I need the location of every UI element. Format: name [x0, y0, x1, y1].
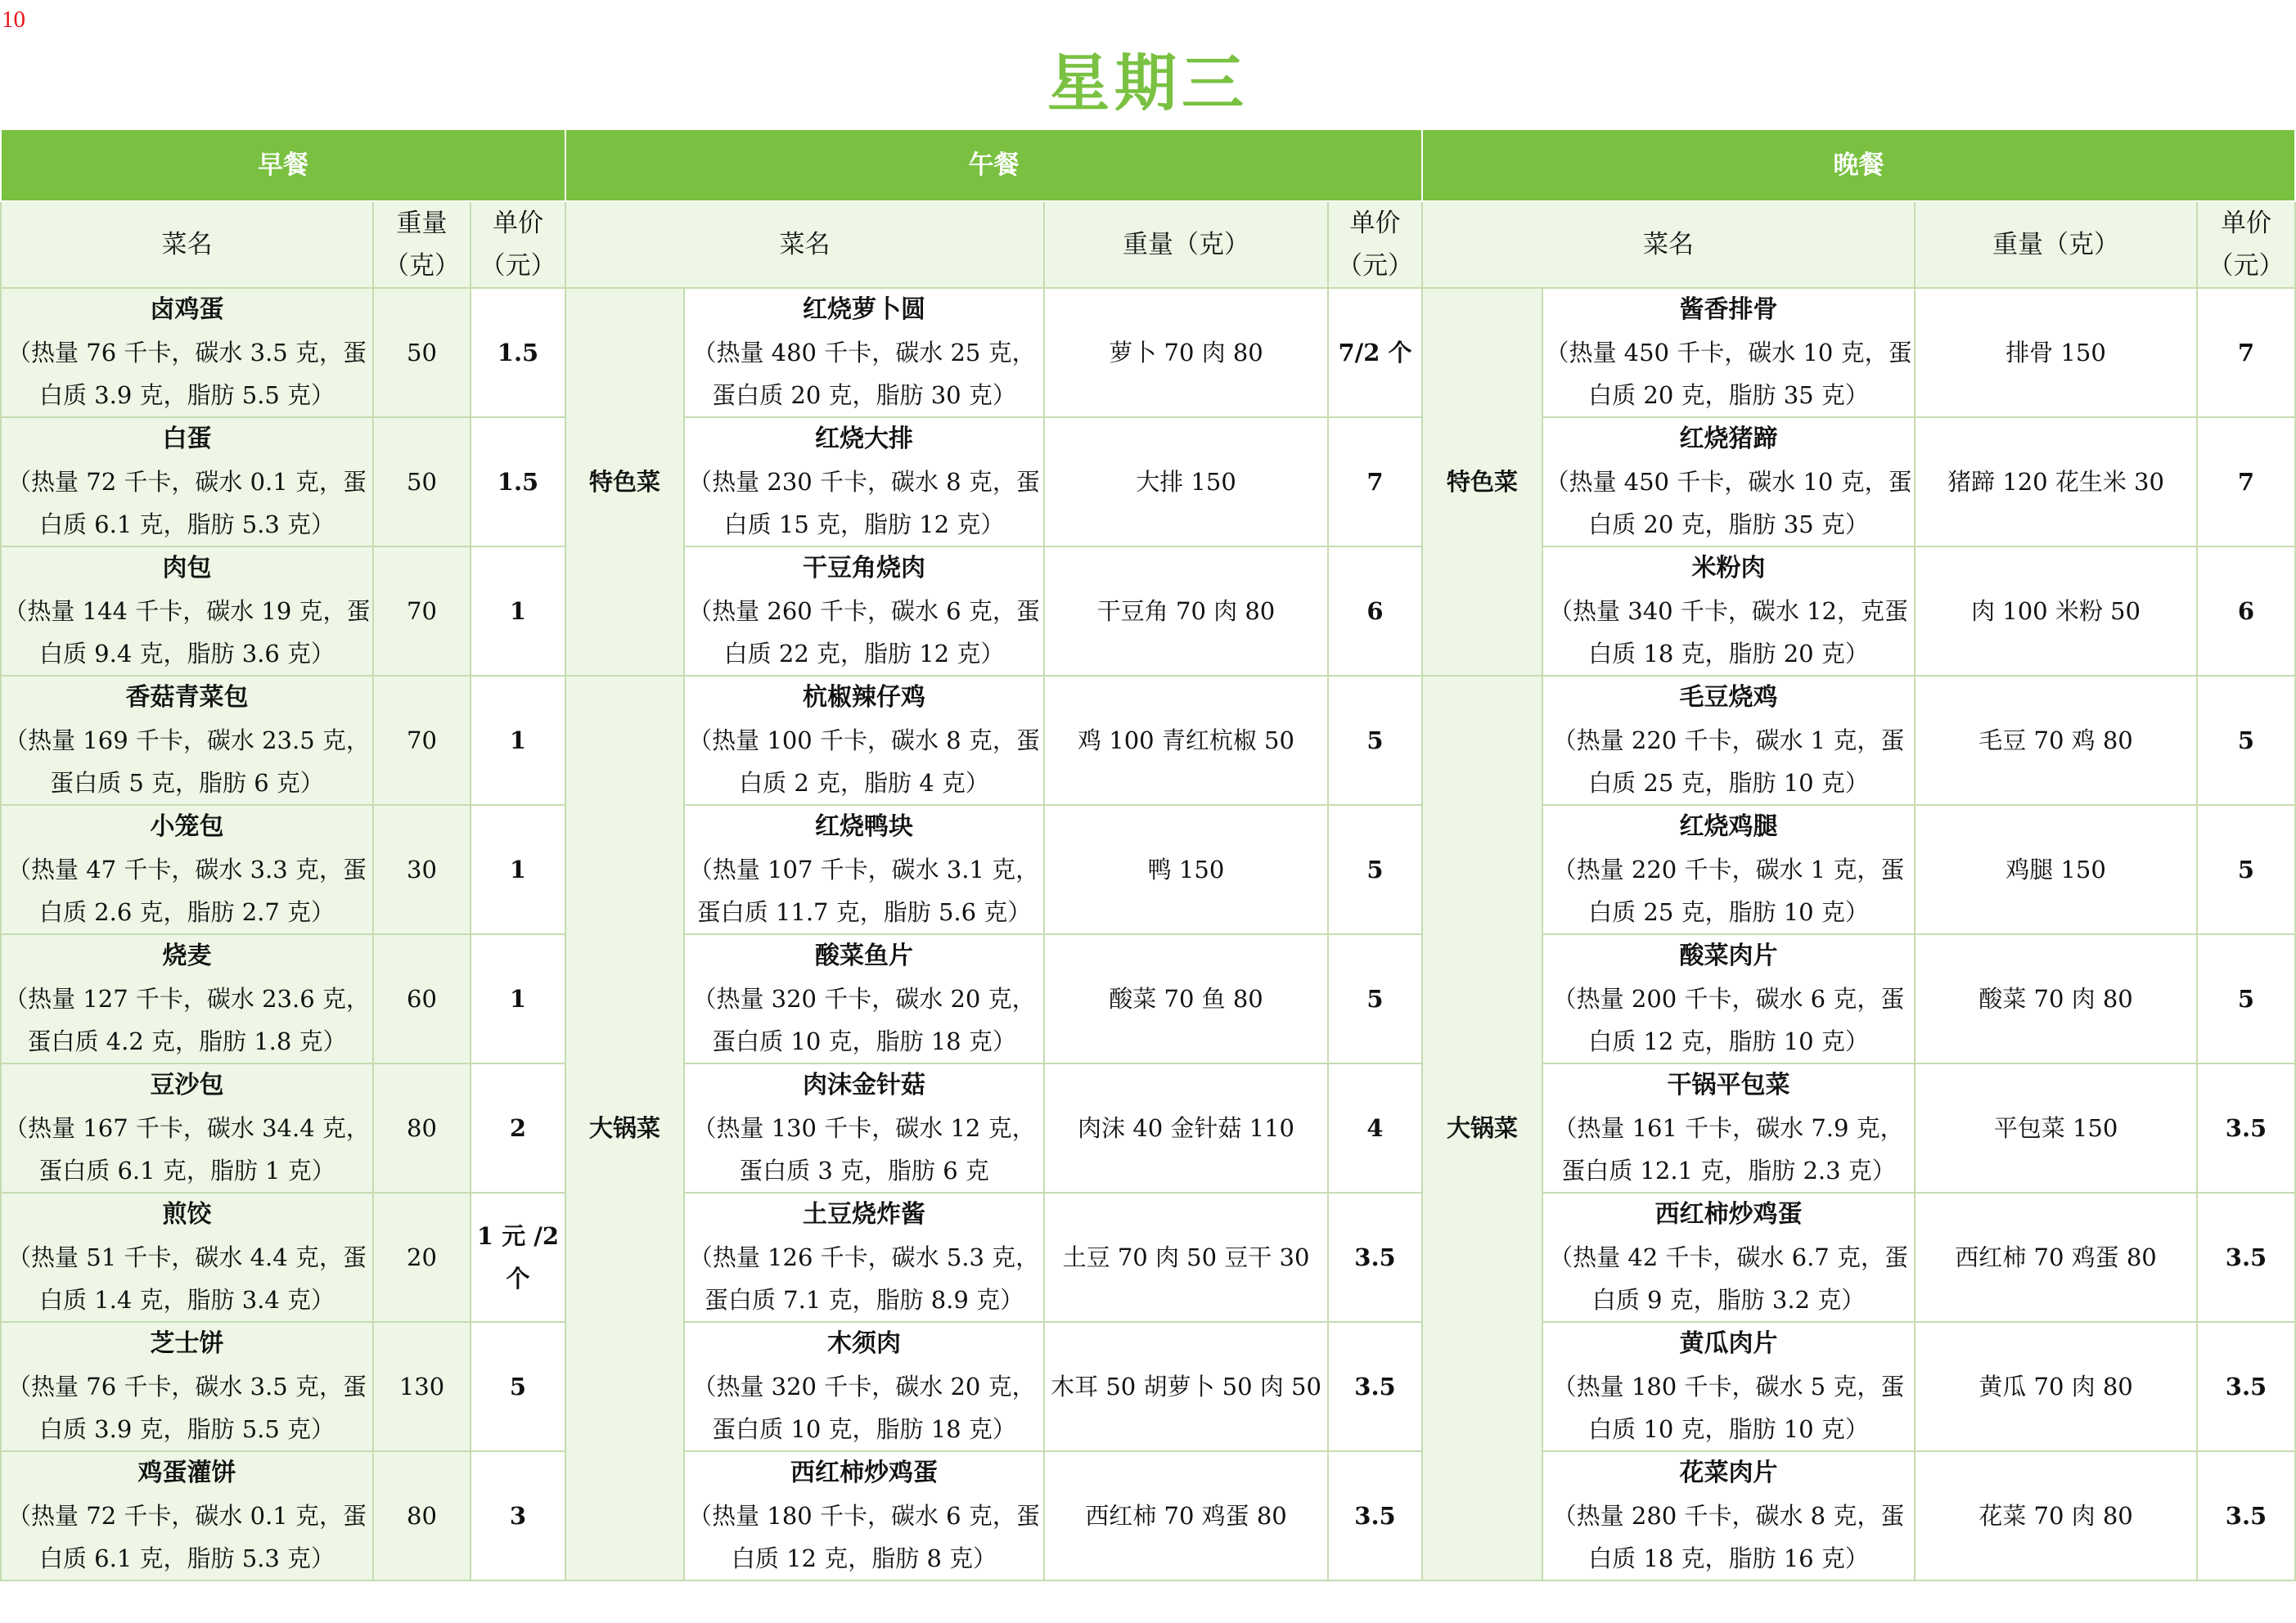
dish-name: 豆沙包 [150, 1071, 224, 1099]
breakfast-dish [1, 1322, 373, 1451]
dish-name: 煎饺 [162, 1200, 212, 1229]
meal-header-row [1, 129, 2295, 201]
dinner-category-special: 特色菜 [1422, 288, 1542, 676]
dish-name: 肉沫金针菇 [803, 1071, 926, 1099]
lunch-price: 3.5 [1328, 1322, 1422, 1451]
dinner-price: 7 [2197, 288, 2295, 417]
dinner-price: 6 [2197, 546, 2295, 676]
lunch-price: 4 [1328, 1063, 1422, 1193]
dish-name: 干锅平包菜 [1667, 1071, 1790, 1099]
dinner-price: 7 [2197, 417, 2295, 546]
lunch-weight-header: 重量（克） [1044, 201, 1328, 288]
dish-name: 红烧鸡腿 [1679, 812, 1778, 841]
breakfast-price: 3 [470, 1451, 565, 1580]
breakfast-price: 1.5 [470, 288, 565, 417]
dish-nutrition: （热量 42 千卡，碳水 6.7 克，蛋白质 9 克，脂肪 3.2 克） [1549, 1243, 1908, 1314]
lunch-price: 3.5 [1328, 1451, 1422, 1580]
dish-name: 红烧鸭块 [815, 812, 914, 841]
menu-table [0, 128, 2296, 1581]
breakfast-price: 1 元 /2 个 [470, 1193, 565, 1322]
dish-nutrition: （热量 180 千卡，碳水 6 克，蛋白质 12 克，脂肪 8 克） [688, 1502, 1040, 1572]
dish-nutrition: （热量 130 千卡，碳水 12 克，蛋白质 3 克，脂肪 6 克 [692, 1114, 1036, 1185]
dish-nutrition: （热量 450 千卡，碳水 10 克，蛋白质 20 克，脂肪 35 克） [1545, 339, 1912, 409]
dinner-weight: 黄瓜 70 肉 80 [1915, 1322, 2197, 1451]
dish-name: 酸菜肉片 [1679, 942, 1778, 970]
lunch-price: 3.5 [1328, 1193, 1422, 1322]
dinner-price: 5 [2197, 934, 2295, 1063]
dish-nutrition: （热量 220 千卡，碳水 1 克，蛋白质 25 克，脂肪 10 克） [1552, 726, 1905, 797]
breakfast-dish [1, 1063, 373, 1193]
menu-row [1, 546, 2295, 676]
dish-name: 小笼包 [150, 812, 224, 841]
dish-nutrition: （热量 480 千卡，碳水 25 克，蛋白质 20 克，脂肪 30 克） [692, 339, 1036, 409]
breakfast-weight: 80 [373, 1451, 470, 1580]
lunch-name-header: 菜名 [565, 201, 1044, 288]
dish-name: 芝士饼 [150, 1329, 224, 1358]
menu-row [1, 417, 2295, 546]
menu-row [1, 676, 2295, 805]
dinner-dish [1542, 676, 1915, 805]
breakfast-weight: 20 [373, 1193, 470, 1322]
dish-nutrition: （热量 72 千卡，碳水 0.1 克，蛋白质 6.1 克，脂肪 5.3 克） [7, 1502, 367, 1572]
breakfast-price: 1 [470, 676, 565, 805]
lunch-price: 5 [1328, 676, 1422, 805]
dish-nutrition: （热量 200 千卡，碳水 6 克，蛋白质 12 克，脂肪 10 克） [1552, 985, 1905, 1055]
dish-nutrition: （热量 51 千卡，碳水 4.4 克，蛋白质 1.4 克，脂肪 3.4 克） [7, 1243, 367, 1314]
dish-nutrition: （热量 320 千卡，碳水 20 克，蛋白质 10 克，脂肪 18 克） [692, 985, 1036, 1055]
menu-row [1, 1322, 2295, 1451]
menu-row [1, 805, 2295, 934]
dinner-weight: 肉 100 米粉 50 [1915, 546, 2197, 676]
dinner-category-pot: 大锅菜 [1422, 676, 1542, 1580]
dish-nutrition: （热量 100 千卡，碳水 8 克，蛋白质 2 克，脂肪 4 克） [688, 726, 1040, 797]
breakfast-price: 2 [470, 1063, 565, 1193]
dish-nutrition: （热量 450 千卡，碳水 10 克，蛋白质 20 克，脂肪 35 克） [1545, 468, 1912, 538]
lunch-price: 6 [1328, 546, 1422, 676]
lunch-weight: 西红柿 70 鸡蛋 80 [1044, 1451, 1328, 1580]
dish-nutrition: （热量 180 千卡，碳水 5 克，蛋白质 10 克，脂肪 10 克） [1552, 1373, 1905, 1443]
dish-nutrition: （热量 107 千卡，碳水 3.1 克，蛋白质 11.7 克，脂肪 5.6 克） [688, 856, 1040, 926]
page-title: 星期三 [1047, 47, 1249, 119]
breakfast-weight: 130 [373, 1322, 470, 1451]
lunch-weight: 大排 150 [1044, 417, 1328, 546]
dish-name: 红烧萝卜圆 [803, 295, 926, 324]
lunch-category-special: 特色菜 [565, 288, 684, 676]
lunch-weight: 酸菜 70 鱼 80 [1044, 934, 1328, 1063]
dish-name: 酸菜鱼片 [815, 942, 914, 970]
dish-nutrition: （热量 72 千卡，碳水 0.1 克，蛋白质 6.1 克，脂肪 5.3 克） [7, 468, 367, 538]
dinner-price: 3.5 [2197, 1193, 2295, 1322]
dish-nutrition: （热量 230 千卡，碳水 8 克，蛋白质 15 克，脂肪 12 克） [688, 468, 1040, 538]
breakfast-dish [1, 676, 373, 805]
breakfast-dish [1, 546, 373, 676]
dinner-price: 3.5 [2197, 1451, 2295, 1580]
breakfast-name-header: 菜名 [1, 201, 373, 288]
lunch-weight: 土豆 70 肉 50 豆干 30 [1044, 1193, 1328, 1322]
breakfast-dish [1, 1193, 373, 1322]
dish-name: 鸡蛋灌饼 [137, 1459, 236, 1487]
dinner-weight: 西红柿 70 鸡蛋 80 [1915, 1193, 2197, 1322]
breakfast-dish [1, 934, 373, 1063]
breakfast-dish [1, 288, 373, 417]
dish-name: 烧麦 [162, 942, 212, 970]
dinner-dish [1542, 934, 1915, 1063]
dinner-dish [1542, 417, 1915, 546]
dish-name: 土豆烧炸酱 [803, 1200, 926, 1229]
breakfast-price: 1 [470, 934, 565, 1063]
menu-row [1, 288, 2295, 417]
dish-name: 香菇青菜包 [125, 683, 249, 712]
dinner-header: 晚餐 [1422, 129, 2295, 201]
dish-name: 木须肉 [827, 1329, 902, 1358]
lunch-dish [684, 546, 1044, 676]
dinner-price-header: 单价（元） [2197, 201, 2295, 288]
dinner-weight: 毛豆 70 鸡 80 [1915, 676, 2197, 805]
lunch-header: 午餐 [565, 129, 1422, 201]
dish-name: 红烧大排 [815, 425, 914, 453]
lunch-dish [684, 1193, 1044, 1322]
dinner-dish [1542, 1451, 1915, 1580]
dinner-dish [1542, 546, 1915, 676]
menu-row [1, 1193, 2295, 1322]
dinner-dish [1542, 1322, 1915, 1451]
dish-name: 黄瓜肉片 [1679, 1329, 1778, 1358]
dinner-price: 5 [2197, 805, 2295, 934]
dinner-weight-header: 重量（克） [1915, 201, 2197, 288]
dinner-dish [1542, 288, 1915, 417]
lunch-weight: 萝卜 70 肉 80 [1044, 288, 1328, 417]
dinner-name-header: 菜名 [1422, 201, 1915, 288]
breakfast-price: 1 [470, 546, 565, 676]
dish-nutrition: （热量 280 千卡，碳水 8 克，蛋白质 18 克，脂肪 16 克） [1552, 1502, 1905, 1572]
lunch-weight: 木耳 50 胡萝卜 50 肉 50 [1044, 1322, 1328, 1451]
dinner-price: 5 [2197, 676, 2295, 805]
dish-nutrition: （热量 76 千卡，碳水 3.5 克，蛋白质 3.9 克，脂肪 5.5 克） [7, 1373, 367, 1443]
dish-name: 白蛋 [162, 425, 212, 453]
breakfast-dish [1, 1451, 373, 1580]
lunch-price-header: 单价（元） [1328, 201, 1422, 288]
dish-name: 肉包 [162, 554, 212, 582]
breakfast-weight: 30 [373, 805, 470, 934]
lunch-price: 7 [1328, 417, 1422, 546]
breakfast-weight: 70 [373, 546, 470, 676]
dinner-weight: 平包菜 150 [1915, 1063, 2197, 1193]
dish-name: 杭椒辣仔鸡 [803, 683, 926, 712]
dinner-price: 3.5 [2197, 1063, 2295, 1193]
dish-name: 红烧猪蹄 [1679, 425, 1778, 453]
dish-nutrition: （热量 220 千卡，碳水 1 克，蛋白质 25 克，脂肪 10 克） [1552, 856, 1905, 926]
breakfast-price: 1 [470, 805, 565, 934]
breakfast-weight: 60 [373, 934, 470, 1063]
dish-name: 米粉肉 [1691, 554, 1766, 582]
lunch-dish [684, 417, 1044, 546]
lunch-weight: 干豆角 70 肉 80 [1044, 546, 1328, 676]
dish-name: 干豆角烧肉 [803, 554, 926, 582]
dish-nutrition: （热量 340 千卡，碳水 12，克蛋白质 18 克，脂肪 20 克） [1549, 597, 1908, 668]
lunch-price: 7/2 个 [1328, 288, 1422, 417]
menu-row [1, 1451, 2295, 1580]
dish-nutrition: （热量 47 千卡，碳水 3.3 克，蛋白质 2.6 克，脂肪 2.7 克） [7, 856, 367, 926]
breakfast-dish [1, 805, 373, 934]
lunch-weight: 鸡 100 青红杭椒 50 [1044, 676, 1328, 805]
lunch-dish [684, 1063, 1044, 1193]
dish-nutrition: （热量 126 千卡，碳水 5.3 克，蛋白质 7.1 克，脂肪 8.9 克） [688, 1243, 1040, 1314]
lunch-dish [684, 1322, 1044, 1451]
lunch-dish [684, 934, 1044, 1063]
breakfast-weight: 80 [373, 1063, 470, 1193]
dish-nutrition: （热量 167 千卡，碳水 34.4 克，蛋白质 6.1 克，脂肪 1 克） [4, 1114, 370, 1185]
dish-name: 花菜肉片 [1679, 1459, 1778, 1487]
dinner-price: 3.5 [2197, 1322, 2295, 1451]
breakfast-price: 1.5 [470, 417, 565, 546]
dish-nutrition: （热量 169 千卡，碳水 23.5 克，蛋白质 5 克，脂肪 6 克） [4, 726, 370, 797]
breakfast-weight: 50 [373, 417, 470, 546]
lunch-weight: 肉沫 40 金针菇 110 [1044, 1063, 1328, 1193]
lunch-weight: 鸭 150 [1044, 805, 1328, 934]
breakfast-price: 5 [470, 1322, 565, 1451]
lunch-price: 5 [1328, 934, 1422, 1063]
dinner-weight: 花菜 70 肉 80 [1915, 1451, 2197, 1580]
menu-row [1, 1063, 2295, 1193]
breakfast-header: 早餐 [1, 129, 565, 201]
dish-nutrition: （热量 260 千卡，碳水 6 克，蛋白质 22 克，脂肪 12 克） [688, 597, 1040, 668]
menu-row [1, 934, 2295, 1063]
dish-name: 西红柿炒鸡蛋 [1654, 1200, 1803, 1229]
dinner-weight: 猪蹄 120 花生米 30 [1915, 417, 2197, 546]
dish-name: 西红柿炒鸡蛋 [790, 1459, 939, 1487]
lunch-price: 5 [1328, 805, 1422, 934]
dinner-dish [1542, 1063, 1915, 1193]
dish-nutrition: （热量 320 千卡，碳水 20 克，蛋白质 10 克，脂肪 18 克） [692, 1373, 1036, 1443]
page-number: 10 [2, 7, 25, 33]
dish-nutrition: （热量 127 千卡，碳水 23.6 克，蛋白质 4.2 克，脂肪 1.8 克） [4, 985, 370, 1055]
dish-name: 卤鸡蛋 [150, 295, 224, 324]
breakfast-price-header: 单价（元） [470, 201, 565, 288]
dinner-weight: 排骨 150 [1915, 288, 2197, 417]
column-header-row [1, 201, 2295, 288]
lunch-dish [684, 1451, 1044, 1580]
dinner-dish [1542, 805, 1915, 934]
lunch-dish [684, 676, 1044, 805]
dish-nutrition: （热量 144 千卡，碳水 19 克，蛋白质 9.4 克，脂肪 3.6 克） [3, 597, 371, 668]
breakfast-weight: 70 [373, 676, 470, 805]
lunch-dish [684, 805, 1044, 934]
lunch-dish [684, 288, 1044, 417]
breakfast-dish [1, 417, 373, 546]
dish-nutrition: （热量 161 千卡，碳水 7.9 克，蛋白质 12.1 克，脂肪 2.3 克） [1553, 1114, 1904, 1185]
dish-nutrition: （热量 76 千卡，碳水 3.5 克，蛋白质 3.9 克，脂肪 5.5 克） [7, 339, 367, 409]
breakfast-weight: 50 [373, 288, 470, 417]
lunch-category-pot: 大锅菜 [565, 676, 684, 1580]
dish-name: 毛豆烧鸡 [1679, 683, 1778, 712]
dish-name: 酱香排骨 [1679, 295, 1778, 324]
dinner-dish [1542, 1193, 1915, 1322]
breakfast-weight-header: 重量（克） [373, 201, 470, 288]
dinner-weight: 鸡腿 150 [1915, 805, 2197, 934]
dinner-weight: 酸菜 70 肉 80 [1915, 934, 2197, 1063]
